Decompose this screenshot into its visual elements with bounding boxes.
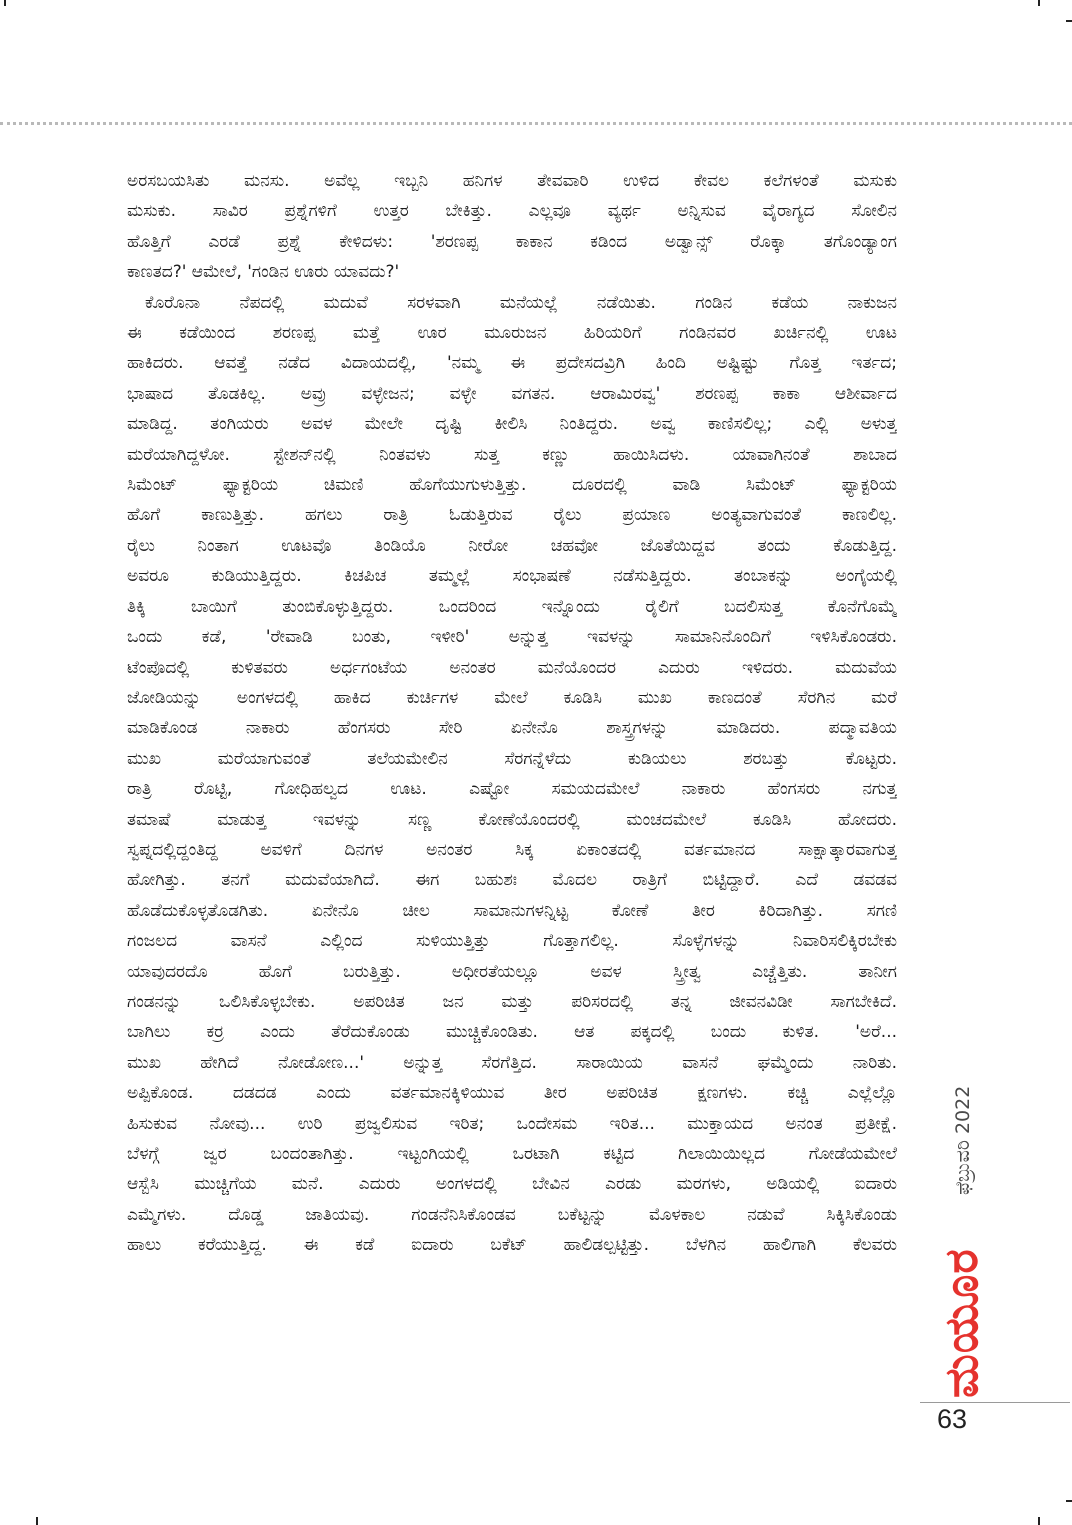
text-line: ರಾತ್ರಿ ರೊಟ್ಟಿ, ಗೋಧಿಹಲ್ವದ ಊಟ. ಎಷ್ಟೋ ಸಮಯದಮೇಲೆ ನಾಕಾರು ಹೆಂಗಸರು ನಗುತ್ತ [127, 779, 897, 800]
text-line: ಹಾಕಿದರು. ಆವತ್ತೆ ನಡೆದ ವಿದಾಯದಲ್ಲಿ, 'ನಮ್ಮ ಈ ಪ್ರದೇಸದವ್ರಿಗಿ ಹಿಂದಿ ಅಷ್ಟಿಷ್ಟು ಗೊತ್ತ ಇರ್ತದ; [127, 353, 897, 374]
text-line: ಮರೆಯಾಗಿದ್ದಳೋ. ಸ್ಟೇಶನ್‌ನಲ್ಲಿ ನಿಂತವಳು ಸುತ್ತ ಕಣ್ಣು ಹಾಯಿಸಿದಳು. ಯಾವಾಗಿನಂತೆ ಶಾಬಾದ [127, 444, 897, 465]
text-line: ಮಾಡಿದ್ದ. ತಂಗಿಯರು ಅವಳ ಮೇಲೇ ದೃಷ್ಟಿ ಕೀಲಿಸಿ ನಿಂತಿದ್ದರು. ಅವ್ವ ಕಾಣಿಸಲಿಲ್ಲ; ಎಲ್ಲಿ ಅಳುತ್ತ [127, 414, 897, 435]
text-line: ಒಂದು ಕಡೆ, 'ರೇವಾಡಿ ಬಂತು, ಇಳೀರಿ' ಅನ್ನುತ್ತ ಇವಳನ್ನು ಸಾಮಾನಿನೊಂದಿಗೆ ಇಳಿಸಿಕೊಂಡರು. [127, 627, 897, 648]
text-line: ಟೆಂಪೊದಲ್ಲಿ ಕುಳಿತವರು ಅರ್ಧಗಂಟೆಯ ಅನಂತರ ಮನೆಯೊಂದರ ಎದುರು ಇಳಿದರು. ಮದುವೆಯ [127, 657, 897, 678]
text-line: ಹೊಡೆದುಕೊಳ್ಳತೊಡಗಿತು. ಏನೇನೊ ಚೀಲ ಸಾಮಾನುಗಳನ್ನಿಟ್ಟ ಕೋಣೆ ತೀರ ಕಿರಿದಾಗಿತ್ತು. ಸಗಣಿ [127, 900, 897, 921]
text-line: ಅಪ್ಪಿಕೊಂಡ. ದಡದಡ ಎಂದು ವರ್ತಮಾನಕ್ಕಿಳಿಯುವ ತೀರ ಅಪರಿಚಿತ ಕ್ಷಣಗಳು. ಕಚ್ಚಿ ಎಲ್ಲೆಲ್ಲೊ [127, 1083, 897, 1104]
text-line: ಮಾಡಿಕೊಂಡ ನಾಕಾರು ಹೆಂಗಸರು ಸೇರಿ ಏನೇನೊ ಶಾಸ್ತ್ರಗಳನ್ನು ಮಾಡಿದರು. ಪದ್ಮಾವತಿಯ [127, 718, 897, 739]
text-line: ಈ ಕಡೆಯಿಂದ ಶರಣಪ್ಪ ಮತ್ತೆ ಊರ ಮೂರುಜನ ಹಿರಿಯರಿಗೆ ಗಂಡಿನವರ ಖರ್ಚಿನಲ್ಲಿ ಊಟ [127, 323, 897, 344]
text-line: ಬೆಳಗ್ಗೆ ಜ್ವರ ಬಂದಂತಾಗಿತ್ತು. ಇಟ್ಟಂಗಿಯಲ್ಲಿ ಒರಟಾಗಿ ಕಟ್ಟಿದ ಗಿಲಾಯಿಯಿಲ್ಲದ ಗೋಡೆಯಮೇಲೆ [127, 1144, 897, 1164]
text-line: ಮುಖ ಮರೆಯಾಗುವಂತೆ ತಲೆಯಮೇಲಿನ ಸೆರಗನ್ನೆಳೆದು ಕುಡಿಯಲು ಶರಬತ್ತು ಕೊಟ್ಟರು. [127, 748, 897, 769]
paragraph-1 [127, 166, 897, 288]
crop-mark-bottom-right [1038, 1517, 1040, 1525]
text-line: ಸಿಮೆಂಟ್ ಫ್ಯಾಕ್ಟರಿಯ ಚಿಮಣಿ ಹೊಗೆಯುಗುಳುತ್ತಿತ್ತು. ದೂರದಲ್ಲಿ ವಾಡಿ ಸಿಮೆಂಟ್ ಫ್ಯಾಕ್ಟರಿಯ [127, 475, 897, 496]
text-line: ಮಸುಕು. ಸಾವಿರ ಪ್ರಶ್ನೆಗಳಿಗೆ ಉತ್ತರ ಬೇಕಿತ್ತು. ಎಲ್ಲವೂ ವ್ಯರ್ಥ ಅನ್ನಿಸುವ ವೈರಾಗ್ಯದ ಸೋಲಿನ [127, 201, 897, 222]
text-line: ಕೊರೊನಾ ನೆಪದಲ್ಲಿ ಮದುವೆ ಸರಳವಾಗಿ ಮನೆಯಲ್ಲೆ ನಡೆಯಿತು. ಗಂಡಿನ ಕಡೆಯ ನಾಕುಜನ [145, 292, 897, 313]
text-line: ಮುಖ ಹೇಗಿದೆ ನೋಡೋಣ...' ಅನ್ನುತ್ತ ಸೆರಗೆತ್ತಿದ. ಸಾರಾಯಿಯ ವಾಸನೆ ಘಮ್ಮೆಂದು ನಾರಿತು. [127, 1052, 897, 1073]
text-line: ಭಾಷಾದ ತೊಡಕಿಲ್ಲ. ಅವ್ರು ವಳ್ಳೇಜನ; ವಳ್ಳೇ ವಗತನ. ಆರಾಮಿರವ್ವ' ಶರಣಪ್ಪ ಕಾಕಾ ಆಶೀರ್ವಾದ [127, 383, 897, 404]
paragraph-2 [127, 288, 897, 1261]
text-line: ಆಸ್ಬೆಸಿ ಮುಚ್ಚಿಗೆಯ ಮನೆ. ಎದುರು ಅಂಗಳದಲ್ಲಿ ಬೇವಿನ ಎರಡು ಮರಗಳು, ಅಡಿಯಲ್ಲಿ ಐದಾರು [127, 1174, 897, 1195]
crop-mark-right-lower [1066, 1500, 1072, 1502]
text-line: ಗಂಜಲದ ವಾಸನೆ ಎಲ್ಲಿಂದ ಸುಳಿಯುತ್ತಿತ್ತು ಗೊತ್ತಾಗಲಿಲ್ಲ. ಸೊಳ್ಳೆಗಳನ್ನು ನಿವಾರಿಸಲಿಕ್ಕಿರಬೇಕು [127, 931, 897, 952]
crop-mark-top-left [4, 0, 6, 6]
text-line: ಜೋಡಿಯನ್ನು ಅಂಗಳದಲ್ಲಿ ಹಾಕಿದ ಕುರ್ಚಿಗಳ ಮೇಲೆ ಕೂಡಿಸಿ ಮುಖ ಕಾಣದಂತೆ ಸೆರಗಿನ ಮರೆ [127, 687, 897, 708]
text-line: ಕಾಣತದ?' ಆಮೇಲೆ, 'ಗಂಡಿನ ಊರು ಯಾವದು?' [127, 262, 400, 283]
text-line: ಎಮ್ಮೆಗಳು. ದೊಡ್ಡ ಜಾತಿಯವು. ಗಂಡನೆನಿಸಿಕೊಂಡವ ಬಕೆಟ್ಟನ್ನು ಮೊಳಕಾಲ ನಡುವೆ ಸಿಕ್ಕಿಸಿಕೊಂಡು [127, 1204, 897, 1225]
text-line: ಹಾಲು ಕರೆಯುತ್ತಿದ್ದ. ಈ ಕಡೆ ಐದಾರು ಬಕೆಟ್ ಹಾಲಿಡಲ್ಪಟ್ಟಿತ್ತು. ಬೆಳಗಿನ ಹಾಲಿಗಾಗಿ ಕೆಲವರು [127, 1235, 897, 1256]
crop-mark-bottom-left [36, 1517, 38, 1525]
page-number: 63 [937, 1404, 968, 1434]
text-line: ತಮಾಷೆ ಮಾಡುತ್ತ ಇವಳನ್ನು ಸಣ್ಣ ಕೋಣೆಯೊಂದರಲ್ಲಿ ಮಂಚದಮೇಲೆ ಕೂಡಿಸಿ ಹೋದರು. [127, 809, 897, 830]
issue-date: ಫೆಬ್ರುವರಿ 2022 [952, 1085, 974, 1195]
header-dotted-rule [0, 122, 1072, 125]
article-body [127, 166, 897, 1261]
text-line: ಅವರೂ ಕುಡಿಯುತ್ತಿದ್ದರು. ಕಿಚಪಿಚ ತಮ್ಮಲ್ಲೆ ಸಂಭಾಷಣೆ ನಡೆಸುತ್ತಿದ್ದರು. ತಂಬಾಕನ್ನು ಅಂಗೈಯಲ್ಲಿ [127, 566, 897, 587]
text-line: ರೈಲು ನಿಂತಾಗ ಊಟವೊ ತಿಂಡಿಯೊ ನೀರೋ ಚಹವೋ ಜೊತೆಯಿದ್ದವ ತಂದು ಕೊಡುತ್ತಿದ್ದ. [127, 535, 897, 556]
page-number-rule [920, 1402, 1070, 1403]
text-line: ಬಾಗಿಲು ಕರ್ರ ಎಂದು ತೆರೆದುಕೊಂಡು ಮುಚ್ಚಿಕೊಂಡಿತು. ಆತ ಪಕ್ಕದಲ್ಲಿ ಬಂದು ಕುಳಿತ. 'ಅರೆ... [127, 1022, 897, 1043]
text-line: ಹೋಗಿತ್ತು. ತನಗೆ ಮದುವೆಯಾಗಿದೆ. ಈಗ ಬಹುಶಃ ಮೊದಲ ರಾತ್ರಿಗೆ ಬಿಟ್ಟಿದ್ದಾರೆ. ಎದೆ ಡವಡವ [127, 870, 897, 891]
text-line: ಯಾವುದರದೊ ಹೊಗೆ ಬರುತ್ತಿತ್ತು. ಅಧೀರತೆಯಲ್ಲೂ ಅವಳ ಸ್ತ್ರೀತ್ವ ಎಚ್ಚೆತ್ತಿತು. ತಾನೀಗ [127, 961, 897, 982]
crop-mark-top-right [1038, 0, 1040, 6]
crop-mark-right-upper [1066, 20, 1072, 22]
text-line: ಗಂಡನನ್ನು ಒಲಿಸಿಕೊಳ್ಳಬೇಕು. ಅಪರಿಚಿತ ಜನ ಮತ್ತು ಪರಿಸರದಲ್ಲಿ ತನ್ನ ಜೀವನವಿಡೀ ಸಾಗಬೇಕಿದೆ. [127, 991, 897, 1012]
magazine-logo: ಮಯೂರ [934, 1248, 988, 1398]
text-line: ಹೊಗೆ ಕಾಣುತ್ತಿತ್ತು. ಹಗಲು ರಾತ್ರಿ ಓಡುತ್ತಿರುವ ರೈಲು ಪ್ರಯಾಣ ಅಂತ್ಯವಾಗುವಂತೆ ಕಾಣಲಿಲ್ಲ. [127, 505, 897, 526]
text-line: ಹಿಸುಕುವ ನೋವು... ಉರಿ ಪ್ರಜ್ವಲಿಸುವ ಇರಿತ; ಒಂದೇಸಮ ಇರಿತ... ಮುಕ್ತಾಯದ ಅನಂತ ಪ್ರತೀಕ್ಷೆ. [127, 1113, 897, 1134]
text-line: ತಿಕ್ಕಿ ಬಾಯಿಗೆ ತುಂಬಿಕೊಳ್ಳುತ್ತಿದ್ದರು. ಒಂದರಿಂದ ಇನ್ನೊಂದು ರೈಲಿಗೆ ಬದಲಿಸುತ್ತ ಕೊನೆಗೊಮ್ಮೆ [127, 596, 897, 617]
text-line: ಸ್ವಪ್ನದಲ್ಲಿದ್ದಂತಿದ್ದ ಅವಳಿಗೆ ದಿನಗಳ ಅನಂತರ ಸಿಕ್ಕ ಏಕಾಂತದಲ್ಲಿ ವರ್ತಮಾನದ ಸಾಕ್ಷಾತ್ಕಾರವಾಗುತ್ತ [127, 839, 897, 860]
text-line: ಅರಸಬಯಸಿತು ಮನಸು. ಅವೆಲ್ಲ ಇಬ್ಬನಿ ಹನಿಗಳ ತೇವವಾರಿ ಉಳಿದ ಕೇವಲ ಕಲೆಗಳಂತೆ ಮಸುಕು [127, 171, 897, 191]
text-line: ಹೊತ್ತಿಗೆ ಎರಡೆ ಪ್ರಶ್ನೆ ಕೇಳಿದಳು: 'ಶರಣಪ್ಪ ಕಾಕಾನ ಕಡಿಂದ ಅಡ್ವಾನ್ಸ್ ರೊಕ್ಕಾ ತಗೊಂಡ್ಯಾಂಗ [127, 231, 897, 252]
